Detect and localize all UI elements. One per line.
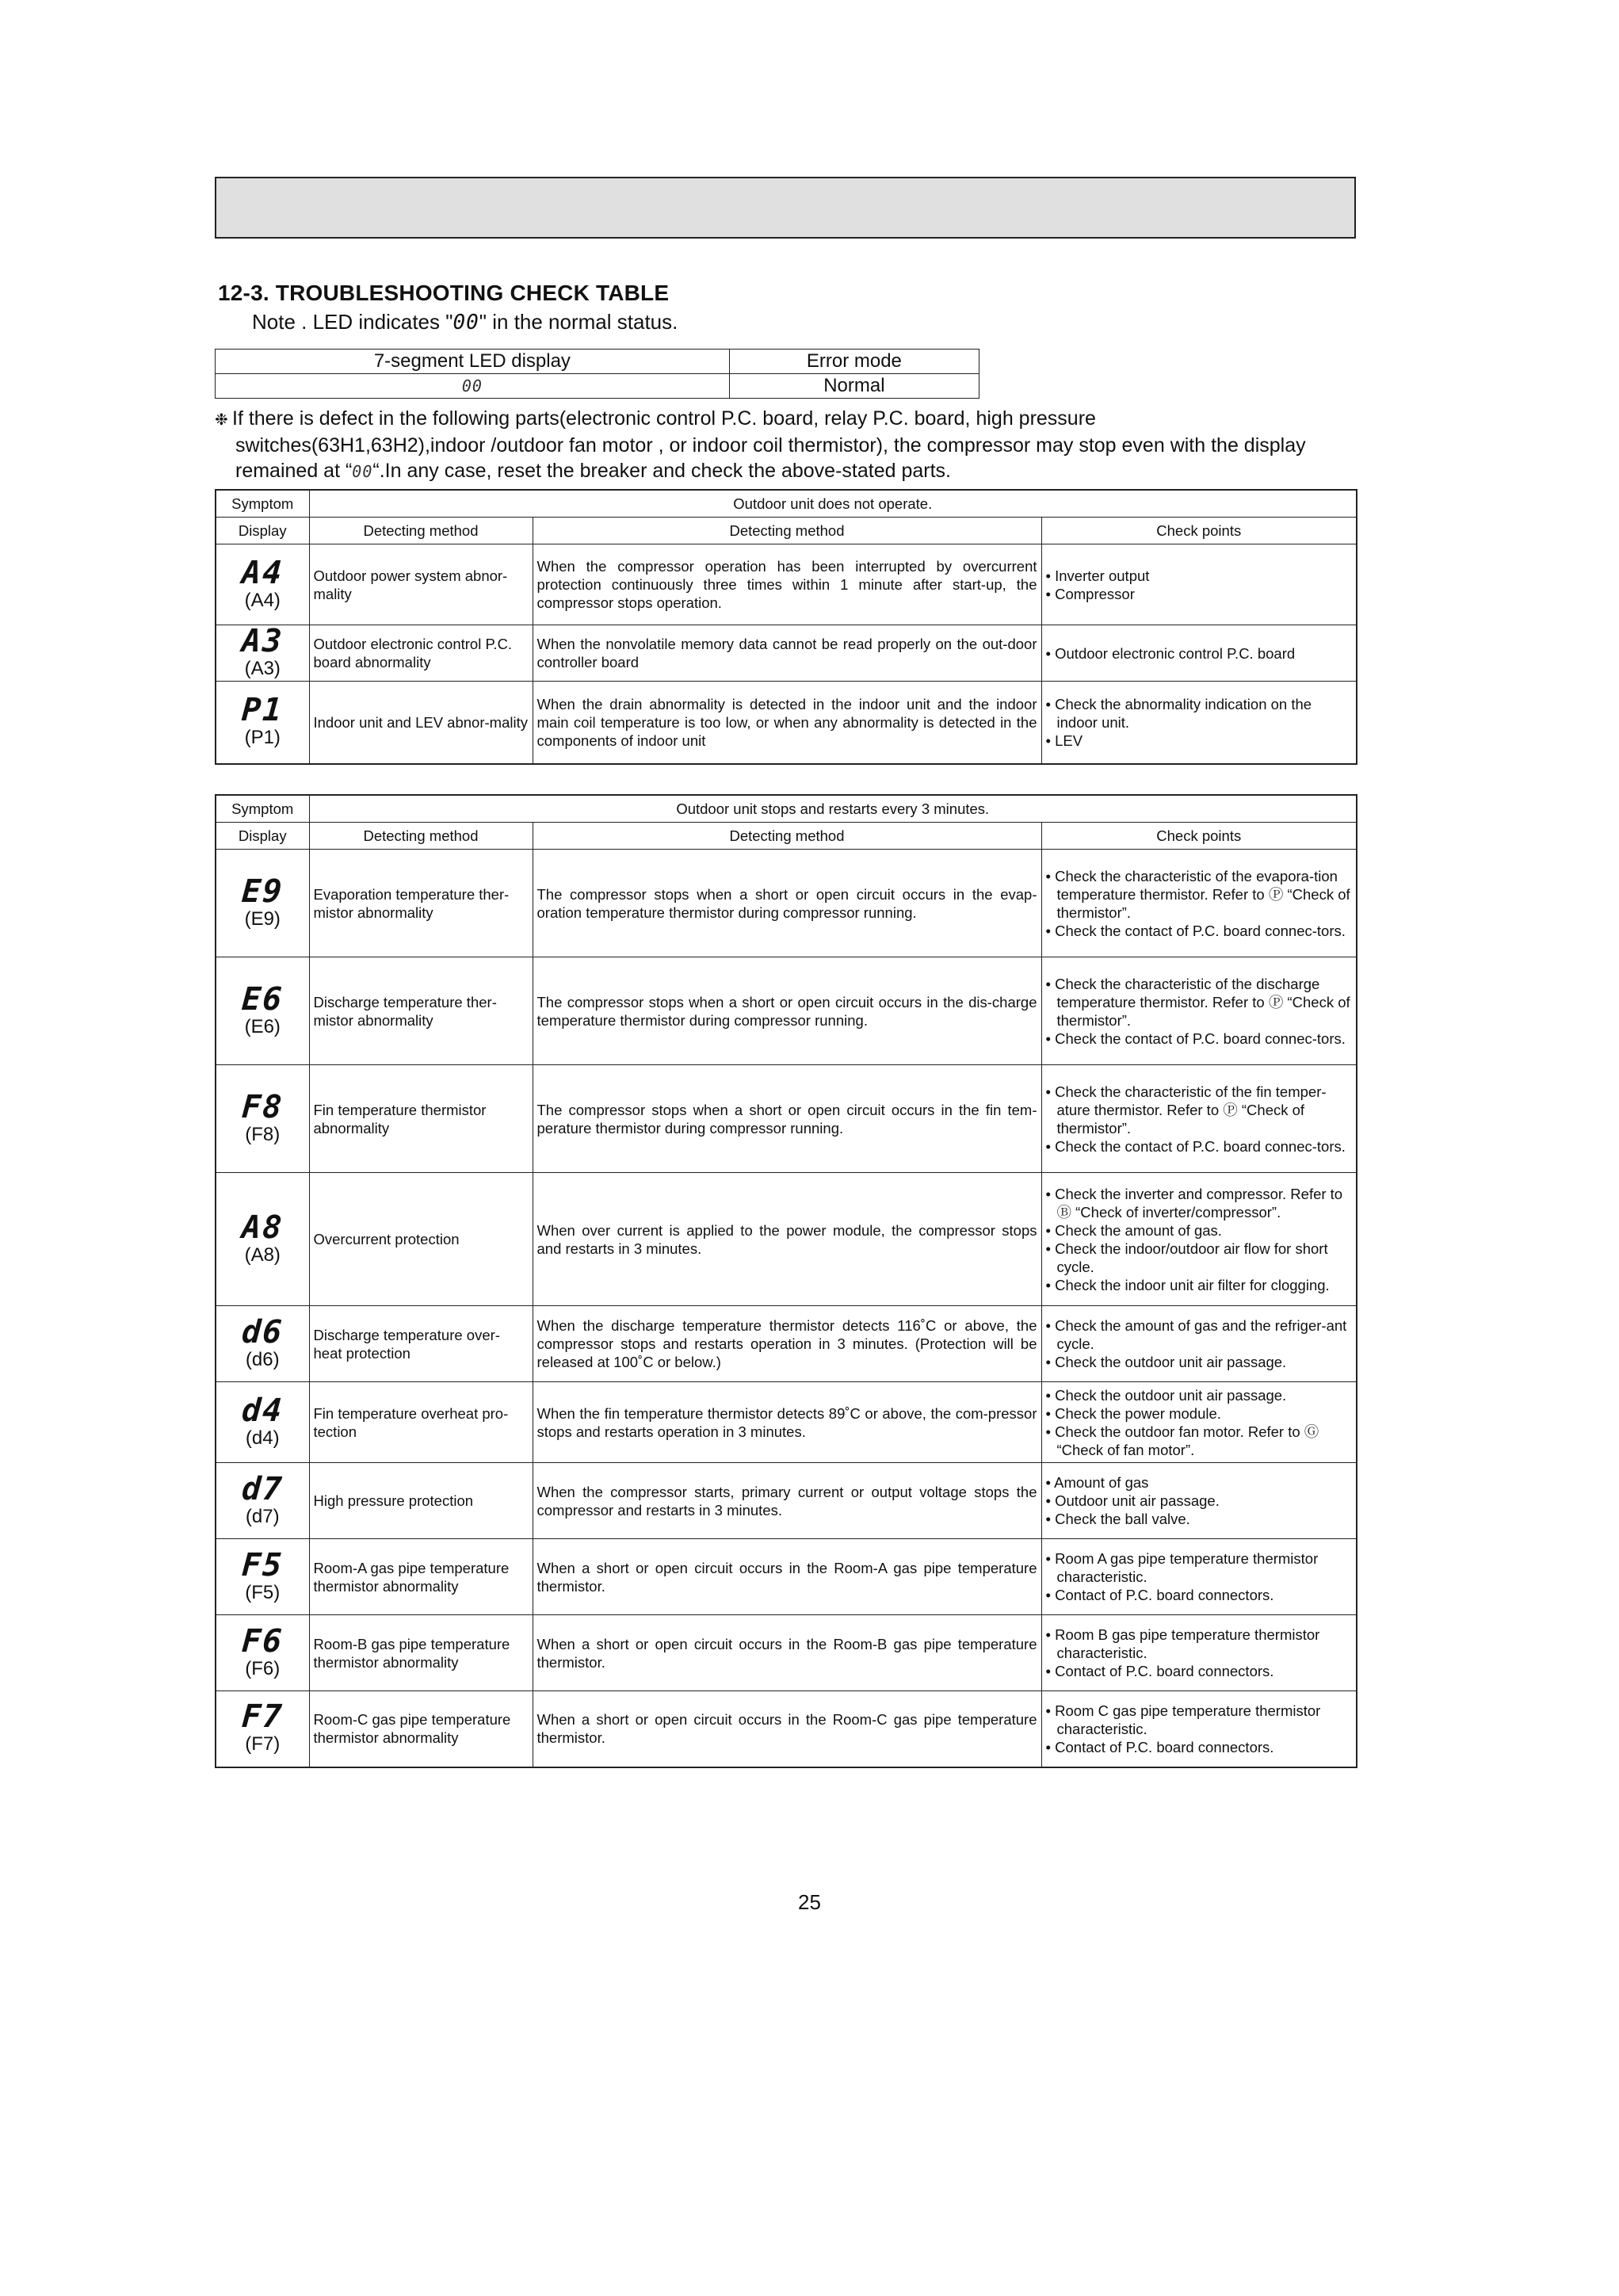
check-points-cell <box>1041 1539 1357 1615</box>
check-point-item: • Contact of P.C. board connectors. <box>1046 1662 1353 1680</box>
detecting-method-cell: Indoor unit and LEV abnor-mality <box>309 682 533 764</box>
check-point-item: • Outdoor unit air passage. <box>1046 1492 1353 1510</box>
check-point-item: • Check the contact of P.C. board connec-tors. <box>1046 1030 1353 1048</box>
led-display-glyph: A4 <box>240 554 284 591</box>
error-code: (E6) <box>244 1015 281 1037</box>
check-points-cell <box>1041 1173 1357 1306</box>
check-points-list <box>1046 644 1353 663</box>
table-row <box>216 1539 1357 1615</box>
check-points-list <box>1046 1386 1353 1459</box>
check-point-item: • Room C gas pipe temperature thermistor characteristic. <box>1046 1702 1353 1738</box>
detecting-method-cell: Outdoor power system abnor-mality <box>309 544 533 625</box>
check-points-list <box>1046 975 1353 1048</box>
table-row <box>216 1382 1357 1463</box>
display-cell <box>216 1463 309 1539</box>
display-cell <box>216 625 309 682</box>
display-cell <box>216 1306 309 1382</box>
table-row <box>216 1463 1357 1539</box>
detecting-detail-cell: When over current is applied to the power module, the compressor stops and restarts in 3 minutes. <box>533 1173 1041 1306</box>
led-display-glyph: d6 <box>240 1313 284 1350</box>
detecting-method-cell: Overcurrent protection <box>309 1173 533 1306</box>
error-code: (E9) <box>244 907 281 930</box>
table-row <box>216 850 1357 957</box>
led-display-glyph: d4 <box>240 1392 284 1429</box>
check-point-item: • Check the amount of gas and the refriger-ant cycle. <box>1046 1316 1353 1353</box>
led-display-glyph: F5 <box>240 1546 284 1584</box>
symptom-label: Symptom <box>216 795 309 823</box>
detail-header: Detecting method <box>533 823 1041 850</box>
led-display-glyph: E9 <box>240 873 284 910</box>
method-header: Detecting method <box>309 823 533 850</box>
detecting-method-cell: Room-A gas pipe temperature thermistor abnormality <box>309 1539 533 1615</box>
led-display-glyph: F6 <box>240 1622 284 1660</box>
normal-mode-cell: Normal <box>729 374 979 399</box>
check-point-item: • Check the abnormality indication on the indoor unit. <box>1046 695 1353 732</box>
check-point-item: • Check the indoor unit air filter for clogging. <box>1046 1276 1353 1294</box>
symptom-text: Outdoor unit stops and restarts every 3 minutes. <box>309 795 1357 823</box>
check-points-cell <box>1041 544 1357 625</box>
detecting-detail-cell: When the compressor starts, primary current or output voltage stops the compressor and restarts in 3 minutes. <box>533 1463 1041 1539</box>
check-points-cell <box>1041 625 1357 682</box>
display-cell <box>216 1615 309 1691</box>
check-point-item: • Check the contact of P.C. board connec-tors. <box>1046 922 1353 940</box>
check-points-list <box>1046 1702 1353 1756</box>
check-points-cell <box>1041 1615 1357 1691</box>
method-header: Detecting method <box>309 518 533 544</box>
check-point-item: • Check the characteristic of the fin temper-ature thermistor. Refer to Ⓟ “Check of thermistor”. <box>1046 1083 1353 1137</box>
display-header: Display <box>216 823 309 850</box>
check-points-cell <box>1041 850 1357 957</box>
normal-led-cell: 00 <box>216 374 730 399</box>
led-display-glyph: E6 <box>240 980 284 1018</box>
error-code: (P1) <box>244 727 281 749</box>
check-point-item: • Check the outdoor unit air passage. <box>1046 1386 1353 1404</box>
error-code: (A8) <box>244 1244 281 1266</box>
display-cell <box>216 544 309 625</box>
led-display-glyph: A8 <box>240 1209 284 1246</box>
check-point-item: • LEV <box>1046 732 1353 750</box>
check-points-list <box>1046 695 1353 750</box>
led-display-glyph: F8 <box>240 1088 284 1125</box>
check-points-cell <box>1041 1065 1357 1173</box>
error-code: (d4) <box>245 1427 280 1449</box>
check-points-list <box>1046 567 1353 603</box>
detecting-method-cell: High pressure protection <box>309 1463 533 1539</box>
detail-header: Detecting method <box>533 518 1041 544</box>
detecting-method-cell: Fin temperature overheat pro-tection <box>309 1382 533 1463</box>
error-code: (d7) <box>245 1505 280 1527</box>
check-point-item: • Compressor <box>1046 585 1353 603</box>
error-code: (F6) <box>245 1657 281 1679</box>
table-row <box>216 1065 1357 1173</box>
note-line: Note . LED indicates "00" in the normal status. <box>252 310 678 334</box>
detecting-detail-cell: The compressor stops when a short or open circuit occurs in the dis-charge temperature thermistor during compressor running. <box>533 957 1041 1065</box>
check-point-item: • Check the amount of gas. <box>1046 1221 1353 1240</box>
check-points-cell <box>1041 1691 1357 1767</box>
detecting-method-cell: Room-C gas pipe temperature thermistor abnormality <box>309 1691 533 1767</box>
display-header: Display <box>216 518 309 544</box>
check-point-item: • Amount of gas <box>1046 1473 1353 1492</box>
check-points-cell <box>1041 1306 1357 1382</box>
check-point-item: • Check the contact of P.C. board connec-tors. <box>1046 1137 1353 1156</box>
checkpoints-header: Check points <box>1041 518 1357 544</box>
detecting-method-cell: Evaporation temperature ther-mistor abnormality <box>309 850 533 957</box>
error-code: (F5) <box>245 1581 281 1603</box>
asterisk-icon: ❉ <box>215 411 228 429</box>
check-point-item: • Check the outdoor fan motor. Refer to Ⓖ “Check of fan motor”. <box>1046 1423 1353 1459</box>
check-point-item: • Contact of P.C. board connectors. <box>1046 1586 1353 1604</box>
detecting-detail-cell: When a short or open circuit occurs in the Room-C gas pipe temperature thermistor. <box>533 1691 1041 1767</box>
table-row <box>216 1691 1357 1767</box>
display-cell <box>216 1382 309 1463</box>
error-code: (A4) <box>244 589 281 611</box>
led-display-glyph: F7 <box>240 1698 284 1736</box>
led-mode-table <box>215 349 979 399</box>
table-outdoor-not-operate <box>215 489 1357 765</box>
table-row <box>216 1615 1357 1691</box>
table-row <box>216 682 1357 764</box>
display-cell <box>216 1539 309 1615</box>
detecting-detail-cell: When the drain abnormality is detected in the indoor unit and the indoor main coil temperature is too low, or when any abnormality is detected in the components of indoor unit <box>533 682 1041 764</box>
check-points-list <box>1046 1549 1353 1604</box>
table-row <box>216 1173 1357 1306</box>
error-code: (d6) <box>245 1348 280 1370</box>
detecting-detail-cell: When the discharge temperature thermistor detects 116˚C or above, the compressor stops and restarts operation in 3 minutes. (Protection will be released at 100˚C or below.) <box>533 1306 1041 1382</box>
display-cell <box>216 957 309 1065</box>
check-points-cell <box>1041 957 1357 1065</box>
led-display-header: 7-segment LED display <box>216 350 730 374</box>
detecting-method-cell: Discharge temperature ther-mistor abnormality <box>309 957 533 1065</box>
detecting-method-cell: Outdoor electronic control P.C. board abnormality <box>309 625 533 682</box>
check-point-item: • Inverter output <box>1046 567 1353 585</box>
error-code: (F7) <box>245 1733 281 1755</box>
check-point-item: • Check the inverter and compressor. Refer to Ⓑ “Check of inverter/compressor”. <box>1046 1185 1353 1221</box>
led-display-glyph: P1 <box>240 692 284 729</box>
check-points-cell <box>1041 1463 1357 1539</box>
led-display-glyph: d7 <box>240 1470 284 1507</box>
detecting-detail-cell: When the fin temperature thermistor detects 89˚C or above, the com-pressor stops and restarts operation in 3 minutes. <box>533 1382 1041 1463</box>
detecting-method-cell: Discharge temperature over-heat protection <box>309 1306 533 1382</box>
display-cell <box>216 1691 309 1767</box>
check-points-list <box>1046 1083 1353 1156</box>
check-points-cell <box>1041 1382 1357 1463</box>
check-points-list <box>1046 1626 1353 1680</box>
check-point-item: • Check the characteristic of the evapora-tion temperature thermistor. Refer to Ⓟ “Check of thermistor”. <box>1046 867 1353 922</box>
detecting-method-cell: Room-B gas pipe temperature thermistor abnormality <box>309 1615 533 1691</box>
table-row <box>216 544 1357 625</box>
error-mode-header: Error mode <box>729 350 979 374</box>
error-code: (F8) <box>245 1123 281 1145</box>
detecting-detail-cell: The compressor stops when a short or open circuit occurs in the evap-oration temperature thermistor during compressor running. <box>533 850 1041 957</box>
check-points-list <box>1046 867 1353 940</box>
error-code: (A3) <box>244 658 281 679</box>
symptom-text: Outdoor unit does not operate. <box>309 490 1357 518</box>
section-title: 12-3. TROUBLESHOOTING CHECK TABLE <box>218 281 670 305</box>
display-cell <box>216 850 309 957</box>
page-number: 25 <box>798 1890 821 1914</box>
table-row <box>216 1306 1357 1382</box>
detecting-method-cell: Fin temperature thermistor abnormality <box>309 1065 533 1173</box>
check-point-item: • Check the characteristic of the discharge temperature thermistor. Refer to Ⓟ “Check of thermistor”. <box>1046 975 1353 1030</box>
header-band <box>215 177 1356 239</box>
detecting-detail-cell: The compressor stops when a short or open circuit occurs in the fin tem-perature thermistor during compressor running. <box>533 1065 1041 1173</box>
check-point-item: • Room A gas pipe temperature thermistor characteristic. <box>1046 1549 1353 1586</box>
detecting-detail-cell: When the nonvolatile memory data cannot be read properly on the out-door controller board <box>533 625 1041 682</box>
check-point-item: • Check the power module. <box>1046 1404 1353 1423</box>
display-cell <box>216 1065 309 1173</box>
check-point-item: • Check the indoor/outdoor air flow for short cycle. <box>1046 1240 1353 1276</box>
detecting-detail-cell: When a short or open circuit occurs in the Room-A gas pipe temperature thermistor. <box>533 1539 1041 1615</box>
check-points-list <box>1046 1316 1353 1371</box>
led-display-glyph: A3 <box>240 623 284 659</box>
display-cell <box>216 1173 309 1306</box>
check-point-item: • Room B gas pipe temperature thermistor characteristic. <box>1046 1626 1353 1662</box>
footnote: ❉ If there is defect in the following parts(electronic control P.C. board, relay P.C. board, high pressure switches(63H1,63H2),indoor /outdoor fan motor , or indoor coil thermistor), the compressor may stop even with the display remained at “00“.In any case, reset the breaker and check the above-stated parts. <box>215 407 1306 482</box>
check-points-list <box>1046 1473 1353 1528</box>
check-point-item: • Check the ball valve. <box>1046 1510 1353 1528</box>
table-outdoor-restarts <box>215 794 1357 1768</box>
table-row <box>216 625 1357 682</box>
table-row <box>216 957 1357 1065</box>
detecting-detail-cell: When the compressor operation has been interrupted by overcurrent protection continuously three times within 1 minute after start-up, the compressor stops operation. <box>533 544 1041 625</box>
check-points-list <box>1046 1185 1353 1294</box>
check-point-item: • Check the outdoor unit air passage. <box>1046 1353 1353 1371</box>
detecting-detail-cell: When a short or open circuit occurs in the Room-B gas pipe temperature thermistor. <box>533 1615 1041 1691</box>
check-points-cell <box>1041 682 1357 764</box>
led-normal-glyph: 00 <box>452 311 479 334</box>
checkpoints-header: Check points <box>1041 823 1357 850</box>
symptom-label: Symptom <box>216 490 309 518</box>
display-cell <box>216 682 309 764</box>
check-point-item: • Contact of P.C. board connectors. <box>1046 1738 1353 1756</box>
check-point-item: • Outdoor electronic control P.C. board <box>1046 644 1353 663</box>
